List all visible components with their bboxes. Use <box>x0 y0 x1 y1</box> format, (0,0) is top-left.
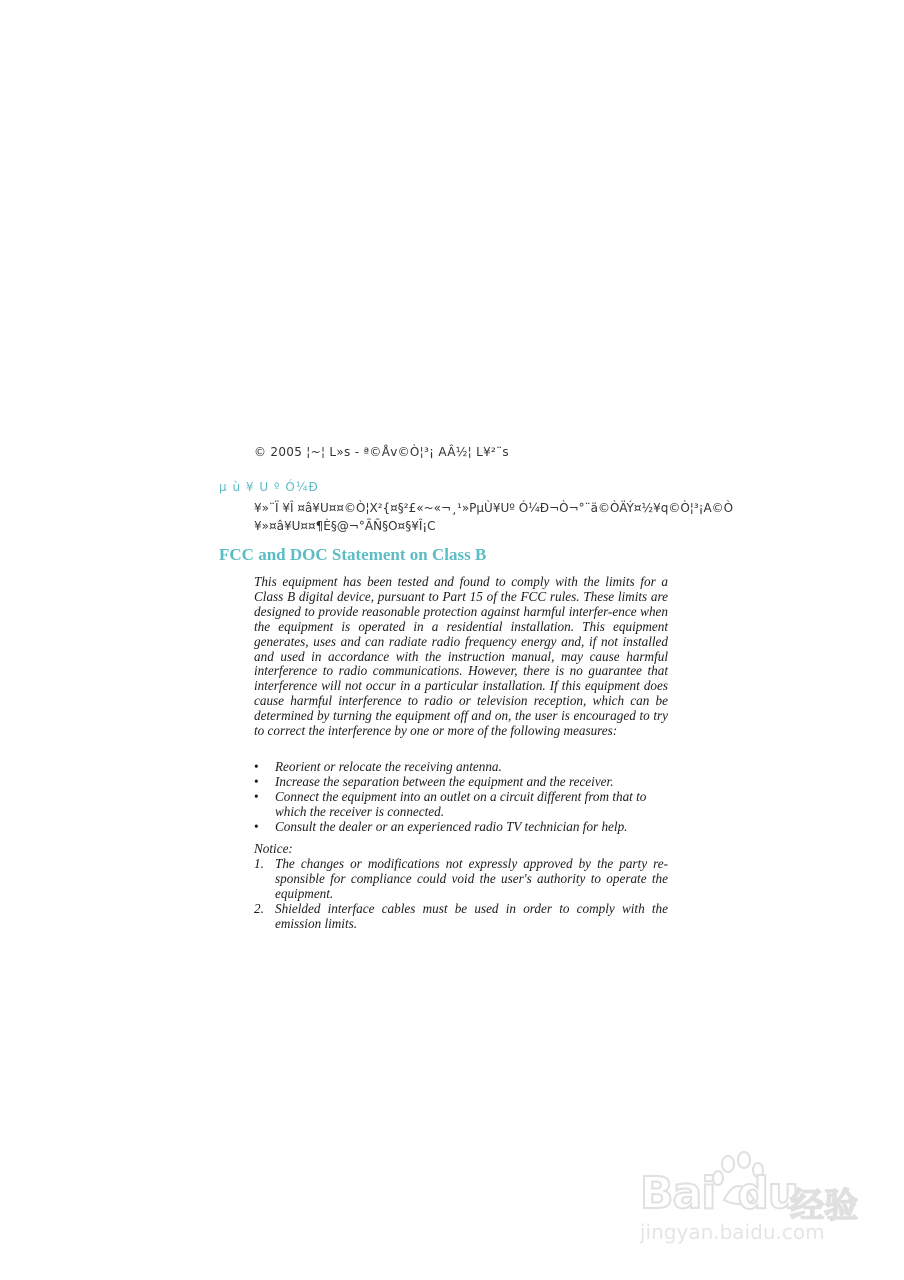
measure-item <box>254 775 668 790</box>
measure-text: Reorient or relocate the receiving antenna. <box>275 759 502 774</box>
notice-number: 1. <box>254 856 264 871</box>
notice-item <box>254 857 668 902</box>
measure-item <box>254 790 668 820</box>
garbled-section-heading: µ ù ¥ U º Ó¼Ð <box>219 480 319 494</box>
measure-text: Connect the equipment into an outlet on a circuit different from that to which the receiver is connected. <box>275 788 647 819</box>
bullet-icon: • <box>254 788 259 804</box>
measure-text: Consult the dealer or an experienced radio TV technician for help. <box>275 818 628 834</box>
watermark-chinese: 经验 <box>790 1186 858 1226</box>
garbled-section-body <box>254 499 734 535</box>
measure-item <box>254 820 668 835</box>
watermark-bai: Bai <box>640 1168 716 1219</box>
notice-number: 2. <box>254 900 264 916</box>
fcc-title: FCC and DOC Statement on Class B <box>219 545 487 564</box>
measures-list <box>254 760 668 835</box>
measure-item <box>254 760 668 775</box>
bullet-icon: • <box>254 773 259 789</box>
watermark-url: jingyan.baidu.com <box>640 1220 825 1244</box>
watermark-du: du <box>737 1168 799 1219</box>
notice-item <box>254 902 668 932</box>
baidu-watermark <box>640 1150 890 1250</box>
bullet-icon: • <box>254 759 259 774</box>
measure-text: Increase the separation between the equipment and the receiver. <box>275 773 614 789</box>
notice-text: Shielded interface cables must be used in order to comply with the emission limits. <box>275 900 668 931</box>
notice-label: Notice: <box>254 841 293 856</box>
garbled-line: ¥»¨Ï ¥Î ¤â¥U¤¤©Ò¦X²{¤§²£«~«¬¸¹»PµÙ¥Uº Ó¼Ð¬Ò¬°¨ä©ÒÄÝ¤½¥q©Ò¦³¡A©Ò <box>254 501 734 515</box>
fcc-body-paragraph: This equipment has been tested and found to comply with the limits for a Class B digital device, pursuant to Part 15 of the FCC rules. These limits are designed to provide reasonable protection against harmful interfer-ence when the equipment is operated in a residential installation. This equipment generates, uses and can radiate radio frequency energy and, if not installed and used in accordance with the instruction manual, may cause harmful interference to radio communications. However, there is no guarantee that interference will not occur in a particular installation. If this equipment does cause harmful interference to radio or television reception, which can be determined by turning the equipment off and on, the user is encouraged to try to correct the interference by one or more of the following measures: <box>254 574 668 739</box>
notices-list <box>254 857 668 932</box>
garbled-line: ¥»¤â¥U¤¤¶È§@¬°ÃÑ§O¤§¥Î¡C <box>254 519 436 533</box>
copyright-line: © 2005 ¦~¦ L»s - ª©Åv©Ò¦³¡ AÂ½¦ L¥²¨s <box>254 445 509 459</box>
bullet-icon: • <box>254 818 259 834</box>
watermark-logo-text <box>640 1168 798 1219</box>
notice-text: The changes or modifications not expressly approved by the party re-sponsible for compliance could void the user's authority to operate the equipment. <box>275 856 668 901</box>
